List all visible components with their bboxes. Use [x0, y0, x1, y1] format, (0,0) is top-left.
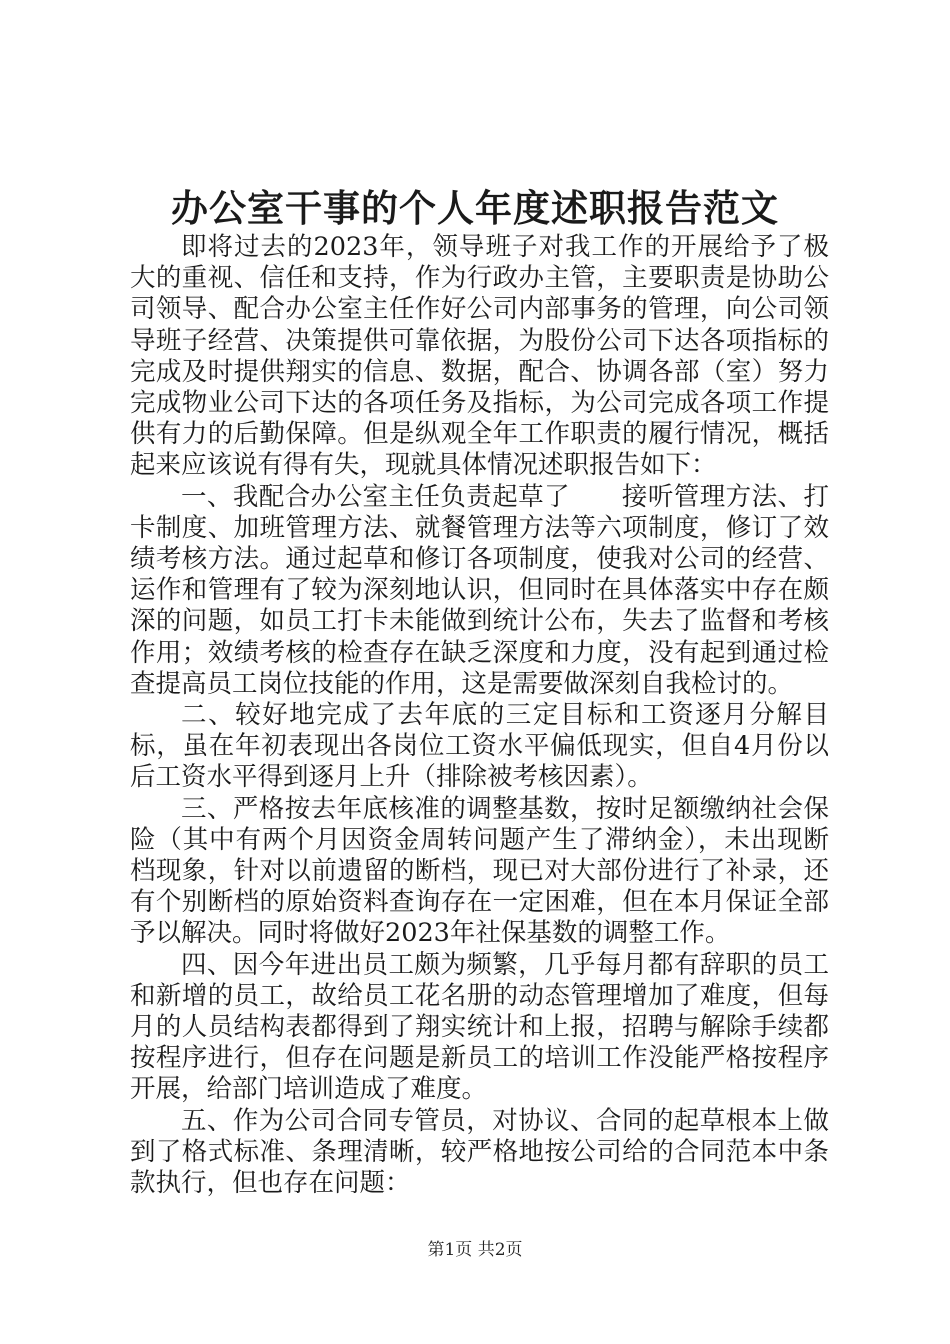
item-three-paragraph: 三、严格按去年底核准的调整基数，按时足额缴纳社会保险（其中有两个月因资金周转问题产生了滞纳金），未出现断档现象，针对以前遗留的断档，现已对大部份进行了补录，还有个别断档的原始资料查询存在一定困难，但在本月保证全部予以解决。同时将做好2023年社保基数的调整工作。: [130, 793, 829, 949]
document-title: 办公室干事的个人年度述职报告范文: [171, 186, 779, 230]
document-body: [130, 232, 829, 1199]
intro-paragraph: 即将过去的2023年，领导班子对我工作的开展给予了极大的重视、信任和支持，作为行政办主管，主要职责是协助公司领导、配合办公室主任作好公司内部事务的管理，向公司领导班子经营、决策提供可靠依据，为股份公司下达各项指标的完成及时提供翔实的信息、数据，配合、协调各部（室）努力完成物业公司下达的各项任务及指标，为公司完成各项工作提供有力的后勤保障。但是纵观全年工作职责的履行情况，概括起来应该说有得有失，现就具体情况述职报告如下：: [130, 232, 829, 481]
item-four-paragraph: 四、因今年进出员工颇为频繁，几乎每月都有辞职的员工和新增的员工，故给员工花名册的动态管理增加了难度，但每月的人员结构表都得到了翔实统计和上报，招聘与解除手续都按程序进行，但存在问题是新员工的培训工作没能严格按程序开展，给部门培训造成了难度。: [130, 949, 829, 1105]
item-one-paragraph: 一、我配合办公室主任负责起草了 接听管理方法、打卡制度、加班管理方法、就餐管理方法等六项制度，修订了效绩考核方法。通过起草和修订各项制度，使我对公司的经营、运作和管理有了较为深刻地认识，但同时在具体落实中存在颇深的问题，如员工打卡未能做到统计公布，失去了监督和考核作用；效绩考核的检查存在缺乏深度和力度，没有起到通过检查提高员工岗位技能的作用，这是需要做深刻自我检讨的。: [130, 481, 829, 699]
item-two-paragraph: 二、较好地完成了去年底的三定目标和工资逐月分解目标，虽在年初表现出各岗位工资水平偏低现实，但自4月份以后工资水平得到逐月上升（排除被考核因素）。: [130, 700, 829, 793]
item-five-paragraph: 五、作为公司合同专管员，对协议、合同的起草根本上做到了格式标准、条理清晰，较严格地按公司给的合同范本中条款执行，但也存在问题：: [130, 1105, 829, 1199]
page-footer: 第1页 共2页: [427, 1240, 523, 1260]
